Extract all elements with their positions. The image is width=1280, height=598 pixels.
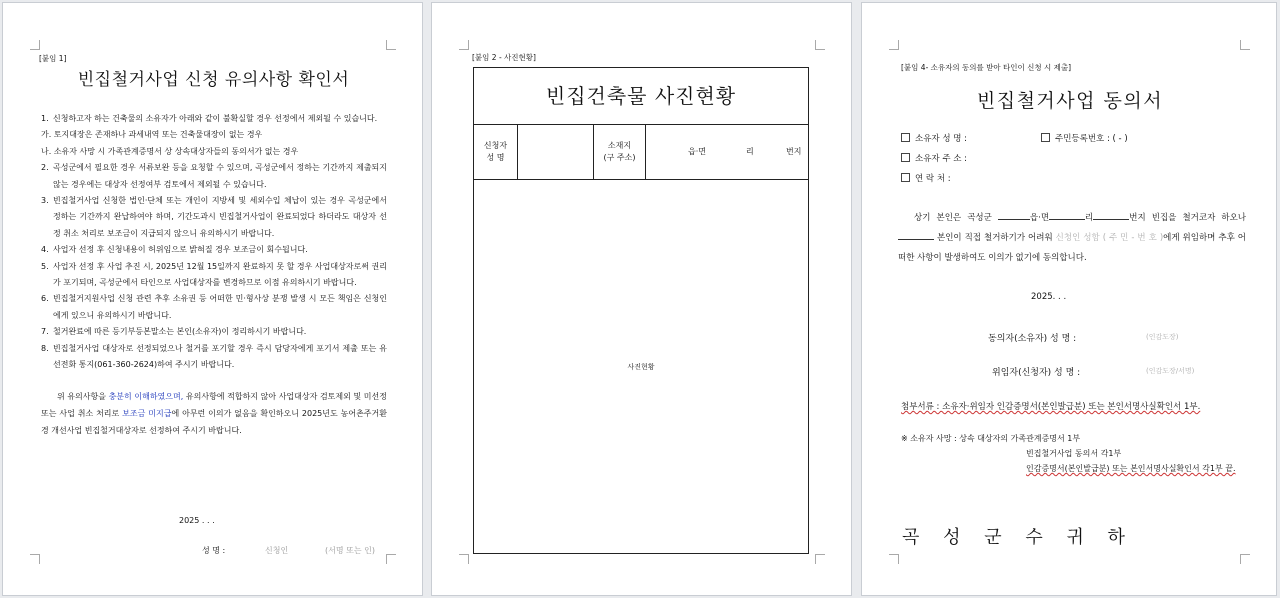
page-title: 빈집철거사업 동의서 <box>976 90 1164 112</box>
crop-mark <box>459 554 469 564</box>
blank-underline[interactable] <box>1049 210 1085 220</box>
checkbox-icon[interactable] <box>901 173 910 182</box>
list-item: 6. 빈집철거지원사업 신청 관련 추후 소유권 등 어떠한 민·형사상 분쟁 발생 시 모든 책임은 신청인에게 있으니 유의하시기 바랍니다. <box>41 294 387 320</box>
contact-field[interactable]: 연 락 처 : <box>901 172 951 184</box>
location-label-cell: 소재지 (구 주소) <box>594 125 646 179</box>
list-item: 가. 토지대장은 존재하나 과세내역 또는 건축물대장이 없는 경우 <box>41 130 263 140</box>
page-title: 빈집건축물 사진현황 <box>474 68 808 125</box>
applicant-label-cell: 신청자 성 명 <box>474 125 518 179</box>
confirmation-paragraph: 위 유의사항을 충분히 이해하였으며, 유의사항에 적합하지 않아 사업대상자 검토제외 및 미선정 또는 사업 취소 처리로 보조금 미지급에 아무런 이의가 없음을 확인하오니 2025년도 농어촌주거환경 개선사업 빈집철거대상자로 선정하여 주시기 바랍니다. <box>41 391 387 435</box>
photo-area: 사진현황 <box>627 362 655 371</box>
checkbox-icon[interactable] <box>901 153 910 162</box>
closing-addressee: 곡 성 군 수 귀 하 <box>902 527 1134 548</box>
list-item: 4. 사업자 선정 후 신청내용이 허위임으로 밝혀질 경우 보조금이 회수됩니다. <box>41 245 308 255</box>
list-item: 1. 신청하고자 하는 건축물의 소유자가 아래와 같이 불확실할 경우 선정에서 제외될 수 있습니다. <box>41 114 378 123</box>
blank-underline[interactable] <box>1093 210 1129 220</box>
crop-mark <box>1240 40 1250 50</box>
seal-hint: (인감도장/서명) <box>1146 367 1195 375</box>
list-item: 8. 빈집철거사업 대상자로 선정되었으나 철거를 포기할 경우 즉시 담당자에게 포기서 제출 또는 유선전화 통지(061-360-2624)하여 주시기 바랍니다. <box>41 343 387 370</box>
list-item: 3. 빈집철거사업 신청한 법인·단체 또는 개인이 지방세 및 세외수입 체납이 있는 경우 곡성군에서 정하는 기간까지 완납하여야 하며, 기간도과시 빈집철거사업이 완료되었다 하더라도 대상자 선정 취소 처리로 보조금이 지급되지 않으니 유의하시기 바랍니다. <box>41 196 387 238</box>
crop-mark <box>889 40 899 50</box>
list-item: 7. 철거완료에 따른 등기부등본말소는 본인(소유자)이 정리하시기 바랍니다. <box>41 327 307 337</box>
crop-mark <box>459 40 469 50</box>
checkbox-icon[interactable] <box>1041 133 1050 142</box>
date-line: 2025. . . <box>1031 292 1067 302</box>
crop-mark <box>815 40 825 50</box>
attachment-label: [붙임 1] <box>39 54 67 63</box>
checkbox-icon[interactable] <box>901 133 910 142</box>
document-page-1 <box>2 2 423 596</box>
consenter-signature: 동의자(소유자) 성 명 : <box>988 334 1077 344</box>
applicant-value-cell[interactable] <box>518 125 594 179</box>
document-page-3 <box>861 2 1277 596</box>
crop-mark <box>30 40 40 50</box>
document-page-2 <box>431 2 852 596</box>
applicant-placeholder: 신청인 <box>265 546 289 555</box>
seal-hint: (인감도장) <box>1146 333 1179 341</box>
crop-mark <box>386 40 396 50</box>
blank-underline[interactable] <box>998 210 1030 220</box>
attached-documents: 첨부서류 : 소유자·위임자 인감증명서(본인발급분) 또는 본인서명사실확인서 1부. <box>901 402 1201 412</box>
list-item: 나. 소유자 사망 시 가족관계증명서 상 상속대상자들의 동의서가 없는 경우 <box>41 146 299 156</box>
note-block: ※ 소유자 사망 : 상속 대상자의 가족관계증명서 1부 빈집철거사업 동의서 각1부 인감증명서(본인발급분) 또는 본인서명사실확인서 각1부 끝. <box>901 434 1236 473</box>
consent-paragraph: 상기 본인은 곡성군 읍·면 리 번지 빈집을 철거코자 하오나 본인이 직접 철거하기가 어려워 신청인 성함 ( 주 민 - 번 호 )에게 위임하며 추후 어떠한 사항이 발생하여도 이의가 없기에 동의합니다. <box>898 208 1246 268</box>
page-title: 빈집철거사업 신청 유의사항 확인서 <box>77 70 350 90</box>
owner-address-field[interactable]: 소유자 주 소 : <box>901 152 967 164</box>
date-line: 2025 . . . <box>179 516 215 525</box>
crop-mark <box>815 554 825 564</box>
crop-mark <box>1240 554 1250 564</box>
list-item: 2. 곡성군에서 필요한 경우 서류보완 등을 요청할 수 있으며, 곡성군에서 정하는 기간까지 제출되지 않는 경우에는 대상자 선정여부 검토에서 제외될 수 있습니다. <box>41 163 387 189</box>
owner-name-field[interactable]: 소유자 성 명 : <box>901 132 967 144</box>
location-value-cell[interactable]: 읍·면 리 번지 <box>688 147 802 156</box>
attachment-label: [붙임 2 - 사진현황] <box>472 53 536 62</box>
blank-underline[interactable] <box>898 230 934 240</box>
crop-mark <box>30 554 40 564</box>
info-row <box>474 125 808 180</box>
attachment-label: [붙임 4- 소유자의 동의를 받아 타인이 신청 시 제출] <box>901 63 1072 72</box>
notice-list <box>41 111 387 439</box>
resident-number-field[interactable]: 주민등록번호 : ( - ) <box>1041 132 1128 144</box>
photo-table <box>473 67 809 554</box>
crop-mark <box>386 554 396 564</box>
list-item: 5. 사업자 선정 후 사업 추진 시, 2025년 12월 15일까지 완료하지 못 할 경우 사업대상자로써 권리가 포기되며, 곡성군에서 타인으로 사업대상자를 변경하므로 이점 유의하시기 바랍니다. <box>41 261 387 288</box>
signature-label: 성 명 : <box>202 546 226 555</box>
delegate-signature: 위임자(신청자) 성 명 : <box>992 368 1081 378</box>
crop-mark <box>889 554 899 564</box>
signature-note: (서명 또는 인) <box>325 546 375 555</box>
